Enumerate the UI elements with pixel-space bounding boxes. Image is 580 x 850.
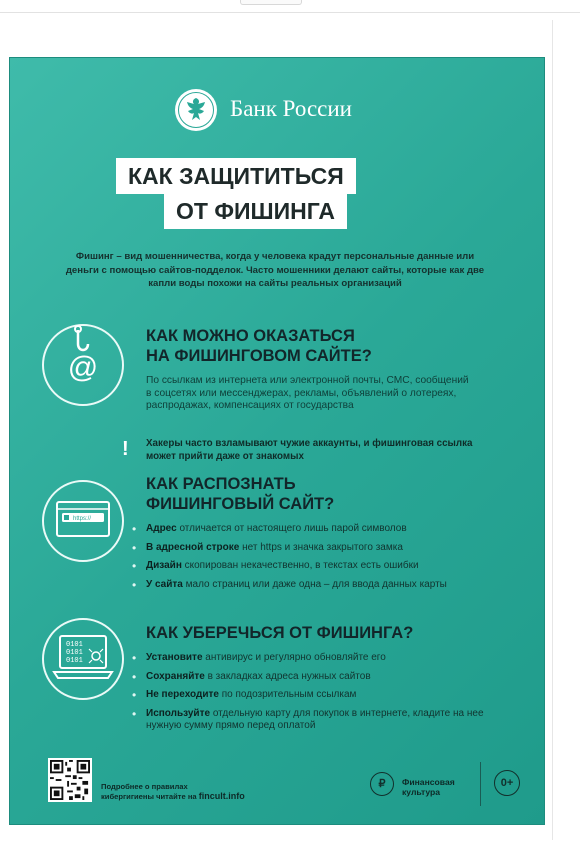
section1-body: По ссылкам из интернета или электронной почты, СМС, сообщений в соцсетях или мессенджерах, рекламы, объявлений о лотереях, распродажах, компенсациях от государства	[146, 375, 469, 412]
list-item: • Адрес отличается от настоящего лишь парой символов	[130, 523, 490, 536]
section1-heading-line2: НА ФИШИНГОВОМ САЙТЕ?	[146, 347, 372, 365]
section2-list	[130, 523, 490, 597]
list-item: • В адресной строке нет https и значка закрытого замка	[130, 542, 490, 555]
phishing-hook-at-icon	[40, 322, 126, 408]
list-item: • Не переходите по подозрительным ссылкам	[130, 689, 490, 702]
browser-url-text: https://	[73, 516, 92, 522]
page-edge	[552, 20, 553, 840]
svg-text:0101: 0101	[66, 657, 83, 665]
svg-text:@: @	[67, 351, 99, 384]
viewer-top-bar	[0, 0, 580, 13]
warning-text: Хакеры часто взламывают чужие аккаунты, и фишинговая ссылка может прийти даже от знакомых	[146, 438, 473, 462]
list-item: • Используйте отдельную карту для покупок в интернете, кладите на нее нужную сумму прямо перед оплатой	[130, 708, 490, 733]
svg-text:0101: 0101	[66, 649, 83, 657]
section2-heading-line1: КАК РАСПОЗНАТЬ	[146, 475, 296, 493]
list-item: • У сайта мало страниц или даже одна – для ввода данных карты	[130, 579, 490, 592]
warning-mark: !	[122, 438, 129, 460]
fincult-link[interactable]: fincult.info	[198, 790, 245, 801]
section1-heading-line1: КАК МОЖНО ОКАЗАТЬСЯ	[146, 327, 355, 345]
title-line-1: КАК ЗАЩИТИТЬСЯ	[116, 158, 356, 194]
section3-heading: КАК УБЕРЕЧЬСЯ ОТ ФИШИНГА?	[146, 624, 414, 642]
svg-text:0101: 0101	[66, 641, 83, 649]
list-item: • Дизайн скопирован некачественно, в текстах есть ошибки	[130, 560, 490, 573]
qr-code[interactable]	[48, 758, 92, 802]
bank-emblem-icon	[173, 87, 219, 133]
age-rating-badge: 0+	[494, 770, 520, 796]
list-item: • Сохраняйте в закладках адреса нужных сайтов	[130, 671, 490, 684]
intro-text: Фишинг – вид мошенничества, когда у человека крадут персональные данные или деньги с помощью сайтов-подделок. Часто мошенники делают сайты, которые как две капли воды похожи на сайты реальных организаций	[65, 251, 485, 289]
section2-heading-line2: ФИШИНГОВЫЙ САЙТ?	[146, 495, 335, 513]
title-line-2: ОТ ФИШИНГА	[164, 193, 347, 229]
browser-window-icon	[40, 478, 126, 564]
footer-divider	[480, 762, 481, 806]
fincult-label: Финансовая культура	[402, 777, 455, 797]
list-item: • Установите антивирус и регулярно обновляйте его	[130, 652, 490, 665]
fincult-logo-icon: ₽	[370, 772, 394, 796]
bank-name: Банк России	[230, 96, 352, 121]
viewer-tab[interactable]	[240, 0, 302, 5]
laptop-bug-icon	[40, 616, 126, 702]
footer-more-info: Подробнее о правилах кибергигиены читайте на fincult.info	[101, 782, 245, 801]
section3-list	[130, 652, 490, 739]
